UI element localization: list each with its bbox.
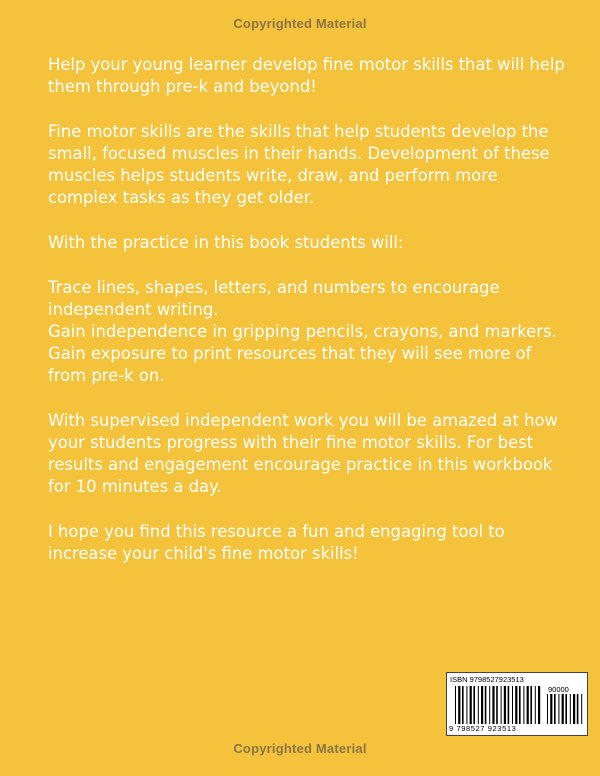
list-item: Gain independence in gripping pencils, crayons, and markers. [48,322,557,341]
barcode-bar [554,694,556,724]
back-cover-text [48,54,568,588]
definition-paragraph: Fine motor skills are the skills that help students develop the small, focused muscles in their hands. Development of these muscles helps students write, draw, and perform more complex tasks as they get older. [48,122,550,207]
barcode-bar [558,694,559,724]
list-item: Trace lines, shapes, letters, and numbers to encourage independent writing. [48,278,500,319]
barcode-bar [496,686,498,724]
barcode-bar [527,686,529,724]
closing-paragraph: I hope you find this resource a fun and engaging tool to increase your child's fine motor skills! [48,522,505,563]
addon-barcode-svg [547,694,583,730]
barcode-bar [504,686,506,724]
watermark-bottom: Copyrighted Material [233,741,367,756]
barcode-bar [501,686,502,724]
barcode-bar [478,686,479,724]
barcode-bars-svg [455,686,541,726]
barcode-bar [515,686,517,724]
barcode-bar [565,694,567,724]
barcode-bar [538,686,540,724]
barcode-bar [455,686,456,724]
barcode-bar [492,686,494,724]
barcode-bar [470,686,472,724]
barcode-bar [485,686,487,724]
barcode-digits: 9 798527 923513 [449,724,517,733]
benefits-list [48,277,568,387]
barcode-bar [535,686,536,724]
barcode-bar [547,694,548,724]
practice-heading: With the practice in this book students will: [48,233,404,252]
isbn-label: ISBN 9798527923513 [450,675,524,684]
barcode-bar [573,694,575,724]
barcode-bar [462,686,464,724]
barcode-bar [581,694,582,724]
isbn-barcode [446,672,588,736]
watermark-top: Copyrighted Material [233,16,367,31]
barcode-bar [519,686,521,724]
barcode-bar [466,686,467,724]
addon-barcode-bars [547,694,583,730]
barcode-bar [523,686,524,724]
barcode-bar [570,694,571,724]
barcode-bar [481,686,483,724]
price-code: 90000 [548,685,569,694]
barcode-bar [489,686,490,724]
barcode-bar [458,686,460,724]
barcode-bar [512,686,513,724]
barcode-bar [530,686,532,724]
barcode-bar [473,686,475,724]
intro-paragraph: Help your young learner develop fine motor skills that will help them through pre-k and beyond! [48,55,565,96]
list-item: Gain exposure to print resources that they will see more of from pre-k on. [48,344,532,385]
supervised-work-paragraph: With supervised independent work you will be amazed at how your students progress with their fine motor skills. For best results and engagement encourage practice in this workbook for 10 minutes a day. [48,411,558,496]
barcode-bar [550,694,552,724]
barcode-bar [508,686,510,724]
barcode-bar [577,694,579,724]
barcode-bars [455,686,541,726]
barcode-bar [562,694,564,724]
